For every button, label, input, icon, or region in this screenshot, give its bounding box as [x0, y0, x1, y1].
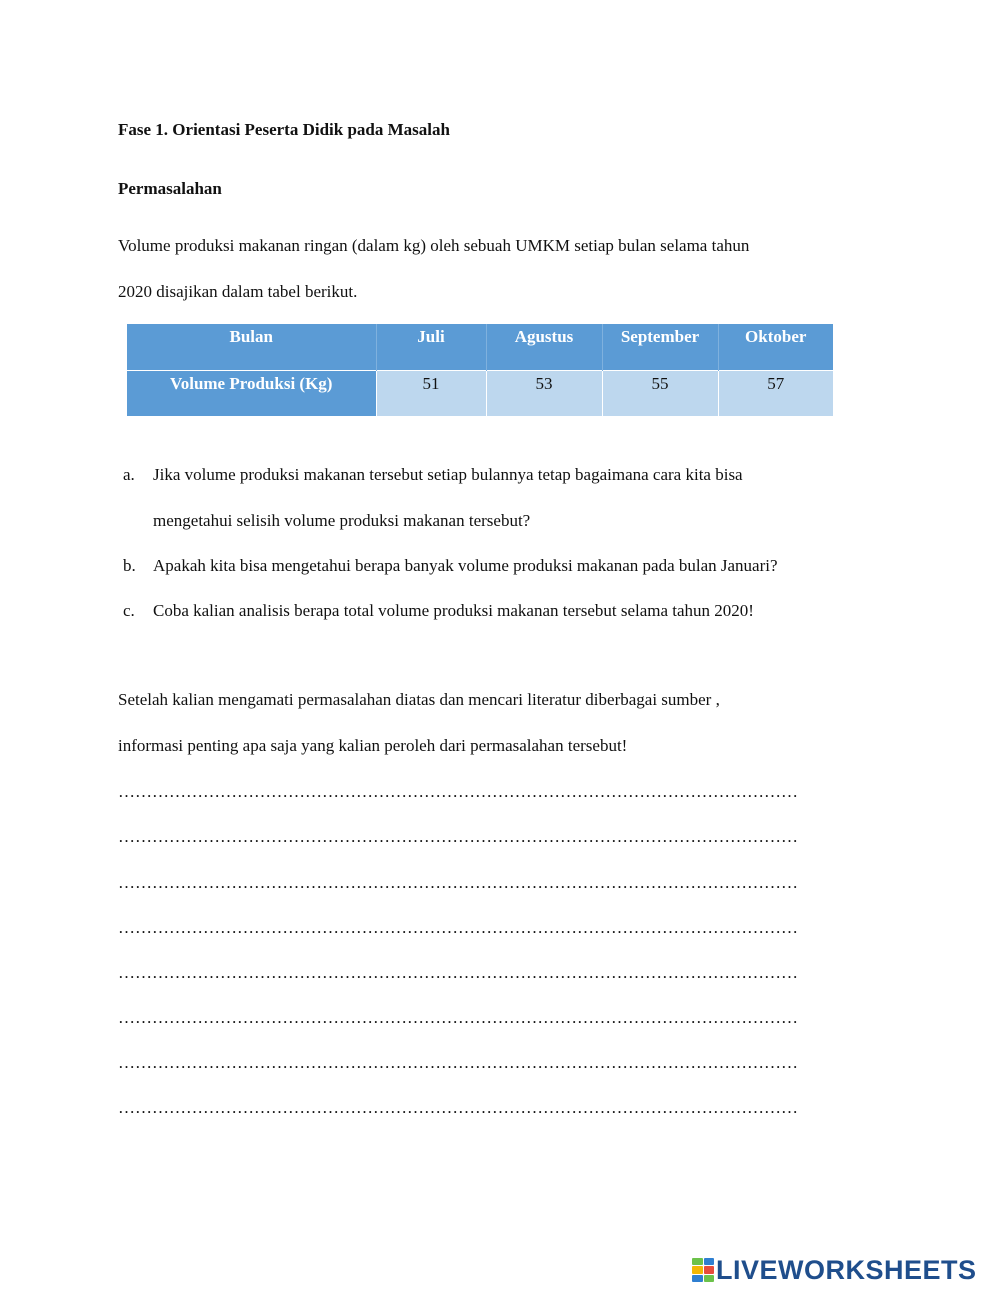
answer-line[interactable]: ………………………………………………………………………………………………………… [118, 1098, 798, 1117]
question-text: Jika volume produksi makanan tersebut setiap bulannya tetap bagaimana cara kita bisa [153, 465, 743, 484]
table-cell-value: 53 [486, 370, 602, 416]
table-row-label: Volume Produksi (Kg) [127, 370, 376, 416]
table-cell-value: 55 [602, 370, 718, 416]
intro-line-2: 2020 disajikan dalam tabel berikut. [118, 282, 358, 301]
answer-line[interactable]: ………………………………………………………………………………………………………… [118, 918, 798, 937]
instruction-line-2: informasi penting apa saja yang kalian peroleh dari permasalahan tersebut! [118, 736, 628, 755]
answer-line[interactable]: ………………………………………………………………………………………………………… [118, 782, 798, 801]
table-header-month: September [602, 324, 718, 370]
question-list [123, 465, 903, 625]
table-cell-value: 57 [718, 370, 833, 416]
answer-line[interactable]: ………………………………………………………………………………………………………… [118, 1053, 798, 1072]
phase-heading: Fase 1. Orientasi Peserta Didik pada Masalah [118, 120, 450, 139]
question-text: Coba kalian analisis berapa total volume produksi makanan tersebut selama tahun 2020! [153, 601, 754, 620]
table-header-bulan: Bulan [127, 324, 376, 370]
question-text: mengetahui selisih volume produksi makanan tersebut? [153, 511, 531, 530]
liveworksheets-logo[interactable] [692, 1256, 977, 1284]
table-header-month: Agustus [486, 324, 602, 370]
table-cell-value: 51 [376, 370, 486, 416]
question-letter: c. [123, 601, 135, 620]
logo-text: LIVEWORKSHEETS [716, 1254, 977, 1285]
answer-line[interactable]: ………………………………………………………………………………………………………… [118, 873, 798, 892]
question-letter: a. [123, 465, 135, 484]
question-text: Apakah kita bisa mengetahui berapa banyak volume produksi makanan pada bulan Januari? [153, 556, 778, 575]
answer-line[interactable]: ………………………………………………………………………………………………………… [118, 963, 798, 982]
answer-line[interactable]: ………………………………………………………………………………………………………… [118, 827, 798, 846]
instruction-line-1: Setelah kalian mengamati permasalahan diatas dan mencari literatur diberbagai sumber , [118, 690, 720, 709]
table-header-row [127, 324, 833, 370]
question-letter: b. [123, 556, 136, 575]
table-header-month: Oktober [718, 324, 833, 370]
production-table [127, 324, 833, 416]
problem-heading: Permasalahan [118, 179, 222, 198]
logo-mark-icon [692, 1258, 714, 1282]
answer-line[interactable]: ………………………………………………………………………………………………………… [118, 1008, 798, 1027]
table-header-month: Juli [376, 324, 486, 370]
table-row [127, 370, 833, 416]
intro-line-1: Volume produksi makanan ringan (dalam kg) oleh sebuah UMKM setiap bulan selama tahun [118, 236, 750, 255]
